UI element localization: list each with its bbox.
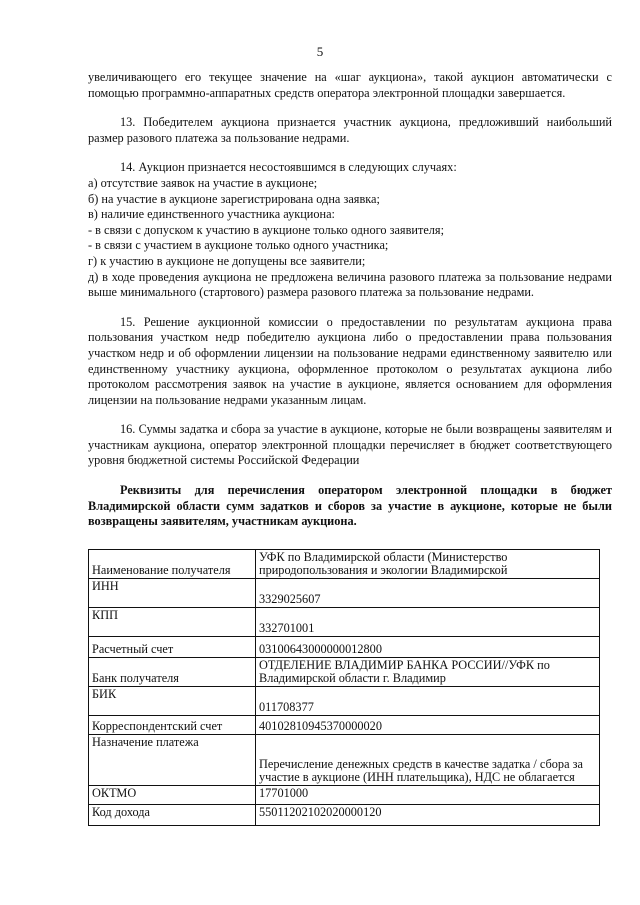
table-row xyxy=(89,658,600,687)
table-cell-label: Банк получателя xyxy=(89,658,256,687)
table-cell-value: ОТДЕЛЕНИЕ ВЛАДИМИР БАНКА РОССИИ//УФК по Владимирской области г. Владимир xyxy=(256,658,600,687)
table-cell-label: Расчетный счет xyxy=(89,637,256,658)
paragraph-14-item-v1: - в связи с допуском к участию в аукционе только одного заявителя; xyxy=(88,222,444,237)
paragraph-13: 13. Победителем аукциона признается участник аукциона, предложивший наибольший размер разового платежа за пользование недрами. xyxy=(88,115,612,145)
table-cell-label: Назначение платежа xyxy=(89,735,256,786)
paragraph-14-title: 14. Аукцион признается несостоявшимся в следующих случаях: xyxy=(120,160,457,175)
table-row xyxy=(89,637,600,658)
table-cell-value: 011708377 xyxy=(256,687,600,716)
requisites-table xyxy=(88,549,600,826)
table-row xyxy=(89,608,600,637)
paragraph-intro: увеличивающего его текущее значение на «шаг аукциона», такой аукцион автоматически с помощью программно-аппаратных средств оператора электронной площадки завершается. xyxy=(88,70,612,100)
table-cell-label: БИК xyxy=(89,687,256,716)
table-cell-value: 17701000 xyxy=(256,786,600,805)
paragraph-16: 16. Суммы задатка и сбора за участие в аукционе, которые не были возвращены заявителям и участникам аукциона, оператор электронной площадки перечисляет в бюджет соответствующего уровня бюджетной системы Российской Федерации xyxy=(88,422,612,468)
table-cell-label: ИНН xyxy=(89,579,256,608)
table-cell-label: Код дохода xyxy=(89,805,256,826)
table-cell-label: Корреспондентский счет xyxy=(89,716,256,735)
table-row xyxy=(89,735,600,786)
table-cell-value: УФК по Владимирской области (Министерство природопользования и экологии Владимирской xyxy=(256,550,600,579)
table-row xyxy=(89,550,600,579)
requisites-heading: Реквизиты для перечисления оператором электронной площадки в бюджет Владимирской области сумм задатков и сборов за участие в аукционе, которые не были возвращены заявителям, участникам аукциона. xyxy=(88,483,612,529)
table-row xyxy=(89,786,600,805)
table-cell-value: Перечисление денежных средств в качестве задатка / сбора за участие в аукционе (ИНН плательщика), НДС не облагается xyxy=(256,735,600,786)
table-cell-value: 03100643000000012800 xyxy=(256,637,600,658)
paragraph-14-item-v: в) наличие единственного участника аукциона: xyxy=(88,207,335,222)
table-cell-label: Наименование получателя xyxy=(89,550,256,579)
table-row xyxy=(89,805,600,826)
paragraph-15: 15. Решение аукционной комиссии о предоставлении по результатам аукциона права пользования участком недр победителю аукциона либо о предоставлении права пользования участком недр и об оформлении лицензии на пользование недрами единственному заявителю или единственному участнику аукциона, оформленное протоколом о результатах аукциона либо протоколом рассмотрения заявок на участие в аукционе, является основанием для оформления лицензии на пользование недрами указанным лицам. xyxy=(88,314,612,407)
paragraph-14-item-b: б) на участие в аукционе зарегистрирована одна заявка; xyxy=(88,191,380,206)
table-cell-value: 40102810945370000020 xyxy=(256,716,600,735)
table-cell-value: 332701001 xyxy=(256,608,600,637)
table-row xyxy=(89,579,600,608)
page-number: 5 xyxy=(316,44,324,59)
table-cell-label: КПП xyxy=(89,608,256,637)
table-cell-value: 3329025607 xyxy=(256,579,600,608)
paragraph-14-item-a: а) отсутствие заявок на участие в аукционе; xyxy=(88,175,318,190)
table-cell-label: ОКТМО xyxy=(89,786,256,805)
paragraph-14-item-g: г) к участию в аукционе не допущены все заявители; xyxy=(88,253,366,268)
paragraph-14-item-v2: - в связи с участием в аукционе только одного участника; xyxy=(88,238,389,253)
table-cell-value: 55011202102020000120 xyxy=(256,805,600,826)
table-row xyxy=(89,687,600,716)
document-body xyxy=(88,70,612,542)
table-row xyxy=(89,716,600,735)
paragraph-14 xyxy=(88,160,612,300)
paragraph-14-item-d: д) в ходе проведения аукциона не предложена величина разового платежа за пользование недрами выше минимального (стартового) размера разового платежа за пользование недрами. xyxy=(88,269,612,300)
